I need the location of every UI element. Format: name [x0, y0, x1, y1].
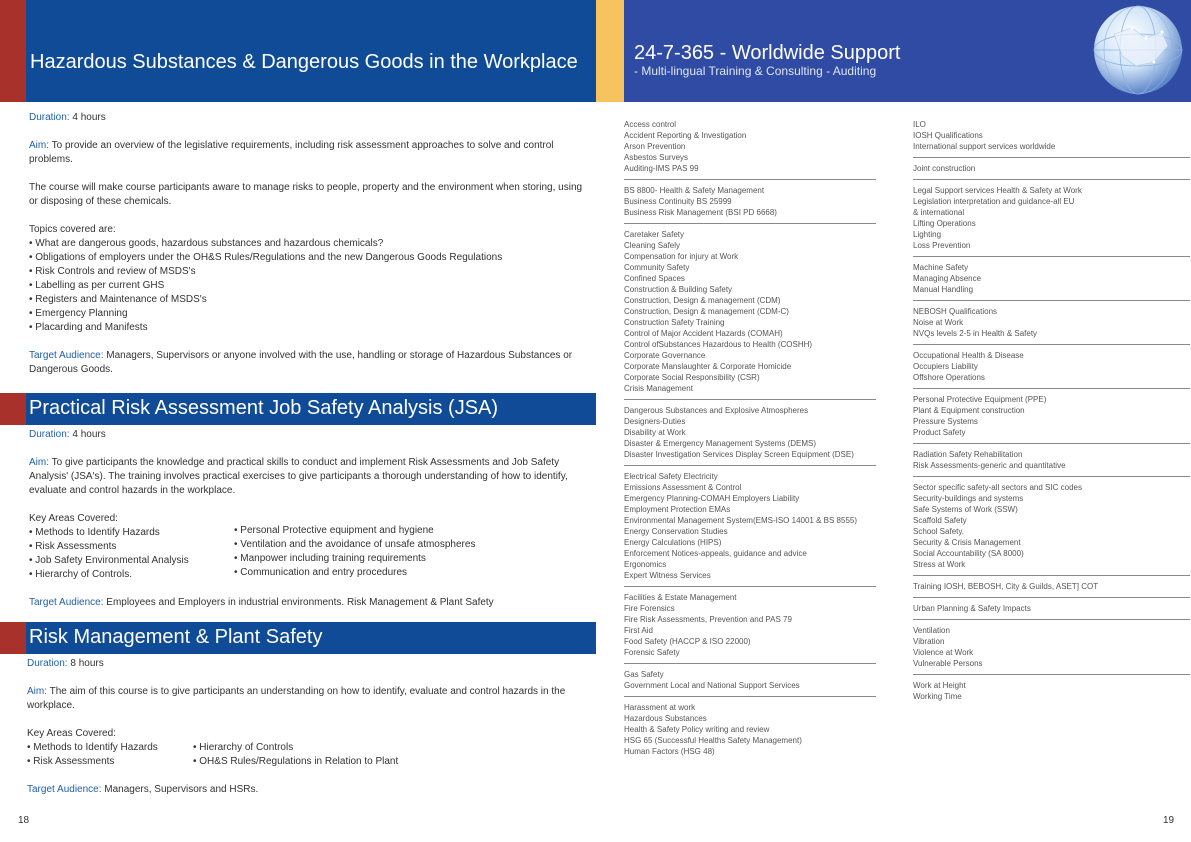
- list-item: Offshore Operations: [913, 373, 985, 382]
- list-item: Enforcement Notices-appeals, guidance and advice: [624, 549, 807, 558]
- list-item: & international: [913, 208, 965, 217]
- section2-title: Practical Risk Assessment Job Safety Analysis (JSA): [29, 397, 499, 419]
- index-group-f: [624, 592, 876, 664]
- list-item: Electrical Safety Electricity: [624, 472, 718, 481]
- section2-duration-label: Duration:: [29, 429, 70, 440]
- index-group-d: [624, 405, 876, 466]
- section1-duration: [29, 111, 589, 125]
- list-item: NEBOSH Qualifications: [913, 307, 998, 316]
- list-item: BS 8800- Health & Safety Management: [624, 186, 765, 195]
- list-item: Business Continuity BS 25999: [624, 197, 732, 206]
- center-yellow-stripe: [596, 0, 624, 102]
- list-item: Compensation for injury at Work: [624, 252, 739, 261]
- index-group-b: [624, 185, 876, 224]
- index-column-2: [913, 119, 1190, 712]
- list-item: • Methods to Identify Hazards: [29, 527, 160, 538]
- section3-duration: [27, 657, 587, 671]
- list-item: Work at Height: [913, 681, 966, 690]
- section3-title: Risk Management & Plant Safety: [29, 626, 323, 648]
- list-item: Food Safety (HACCP & ISO 22000): [624, 637, 751, 646]
- section1-target: [29, 349, 589, 377]
- list-item: Community Safety: [624, 263, 690, 272]
- list-item: Construction, Design & management (CDM): [624, 296, 781, 305]
- list-item: First Aid: [624, 626, 653, 635]
- left-header-red-tab: [0, 0, 26, 102]
- section1-topics-list: [29, 237, 502, 335]
- list-item: • Hierarchy of Controls: [193, 742, 294, 753]
- list-item: Energy Calculations (HIPS): [624, 538, 722, 547]
- index-group-r: [913, 449, 1190, 477]
- left-page-number: 18: [18, 815, 30, 826]
- section1-title: Hazardous Substances & Dangerous Goods in the Workplace: [30, 51, 578, 73]
- list-item: HSG 65 (Successful Healths Safety Management): [624, 736, 802, 745]
- list-item: Security & Crisis Management: [913, 538, 1021, 547]
- section3-aim-text: The aim of this course is to give participants an understanding on how to identify, evaluate and control hazards in the workplace.: [27, 686, 566, 711]
- list-item: Corporate Social Responsibility (CSR): [624, 373, 760, 382]
- section1-duration-value: 4 hours: [69, 112, 106, 123]
- section3-duration-label: Duration:: [27, 658, 68, 669]
- list-item: Risk Assessments-generic and quantitative: [913, 461, 1066, 470]
- index-group-t: [913, 581, 1190, 598]
- section3-red-tab: [0, 622, 26, 654]
- right-page-number: 19: [1163, 815, 1175, 826]
- list-item: Managing Absence: [913, 274, 982, 283]
- list-item: Vibration: [913, 637, 945, 646]
- list-item: • Methods to Identify Hazards: [27, 742, 158, 753]
- list-item: • Labelling as per current GHS: [29, 280, 165, 291]
- index-group-w: [913, 680, 1190, 707]
- list-item: • Manpower including training requirements: [234, 553, 426, 564]
- index-column-1: [624, 119, 876, 767]
- list-item: Sector specific safety-all sectors and SIC codes: [913, 483, 1082, 492]
- list-item: • What are dangerous goods, hazardous substances and hazardous chemicals?: [29, 238, 384, 249]
- list-item: IOSH Qualifications: [913, 131, 983, 140]
- list-item: Hazardous Substances: [624, 714, 707, 723]
- list-item: Health & Safety Policy writing and review: [624, 725, 770, 734]
- section3-target: [27, 783, 587, 797]
- list-item: Plant & Equipment construction: [913, 406, 1025, 415]
- list-item: • Placarding and Manifests: [29, 322, 148, 333]
- list-item: Joint construction: [913, 164, 976, 173]
- list-item: Employment Protection EMAs: [624, 505, 731, 514]
- section2-key-label: Key Areas Covered:: [29, 513, 118, 524]
- list-item: Emissions Assessment & Control: [624, 483, 742, 492]
- list-item: NVQs levels 2-5 in Health & Safety: [913, 329, 1038, 338]
- list-item: Forensic Safety: [624, 648, 680, 657]
- list-item: Fire Forensics: [624, 604, 675, 613]
- list-item: Human Factors (HSG 48): [624, 747, 715, 756]
- section1-paragraph: The course will make course participants aware to manage risks to people, property and the environment when storing, using or disposing of these chemicals.: [29, 182, 583, 207]
- list-item: Training IOSH, BEBOSH, City & Guilds, ASET] COT: [913, 582, 1099, 591]
- list-item: Disaster Investigation Services Display Screen Equipment (DSE): [624, 450, 854, 459]
- section1-aim: [29, 139, 589, 167]
- section2-aim-text: To give participants the knowledge and practical skills to conduct and implement Risk Assessments and Job Safety Analysis' (JSA's). The training involves practical exercises to give participants a thorough understanding of how to identify, evaluate and control hazards in the workplace.: [29, 457, 568, 496]
- list-item: Harassment at work: [624, 703, 696, 712]
- list-item: Personal Protective Equipment (PPE): [913, 395, 1047, 404]
- section2-target-label: Target Audience:: [29, 597, 104, 608]
- section1-target-text: Managers, Supervisors or anyone involved with the use, handling or storage of Hazardous Substances or Dangerous Goods.: [29, 350, 573, 375]
- section2-aim: [29, 456, 577, 498]
- list-item: Ventilation: [913, 626, 950, 635]
- list-item: Lifting Operations: [913, 219, 976, 228]
- section1-aim-text: To provide an overview of the legislative requirements, including risk assessment approaches to solve and control problems.: [29, 140, 554, 165]
- list-item: Expert Witness Services: [624, 571, 711, 580]
- index-group-m: [913, 262, 1190, 301]
- list-item: Control of Major Accident Hazards (COMAH): [624, 329, 783, 338]
- section3-target-text: Managers, Supervisors and HSRs.: [101, 784, 259, 795]
- list-item: • Risk Controls and review of MSDS's: [29, 266, 196, 277]
- list-item: Dangerous Substances and Explosive Atmospheres: [624, 406, 809, 415]
- section1-target-label: Target Audience:: [29, 350, 104, 361]
- right-header-subtitle: - Multi-lingual Training & Consulting - Auditing: [634, 64, 877, 78]
- list-item: Manual Handling: [913, 285, 974, 294]
- index-group-a: [624, 119, 876, 180]
- section2-key-list-col2: [234, 524, 475, 580]
- index-group-h: [624, 702, 876, 762]
- section1-aim-label: Aim:: [29, 140, 49, 151]
- section1-topics-label: Topics covered are:: [29, 224, 116, 235]
- index-group-s: [913, 482, 1190, 576]
- index-group-l: [913, 185, 1190, 257]
- list-item: Accident Reporting & Investigation: [624, 131, 747, 140]
- section2-target: [29, 596, 589, 610]
- list-item: Environmental Management System(EMS-ISO 14001 & BS 8555): [624, 516, 857, 525]
- index-group-i: [913, 119, 1190, 158]
- list-item: Vulnerable Persons: [913, 659, 983, 668]
- list-item: School Safety.: [913, 527, 964, 536]
- list-item: Access control: [624, 120, 677, 129]
- list-item: Auditing-IMS PAS 99: [624, 164, 699, 173]
- list-item: Arson Prevention: [624, 142, 686, 151]
- list-item: Ergonomics: [624, 560, 667, 569]
- list-item: Caretaker Safety: [624, 230, 685, 239]
- globe-icon: [1084, 4, 1188, 100]
- list-item: Corporate Governance: [624, 351, 706, 360]
- list-item: International support services worldwide: [913, 142, 1056, 151]
- list-item: Control ofSubstances Hazardous to Health (COSHH): [624, 340, 813, 349]
- index-group-g: [624, 669, 876, 697]
- list-item: Occupational Health & Disease: [913, 351, 1024, 360]
- list-item: Noise at Work: [913, 318, 964, 327]
- list-item: Construction & Building Safety: [624, 285, 733, 294]
- list-item: Corporate Manslaughter & Corporate Homicide: [624, 362, 792, 371]
- list-item: • Communication and entry procedures: [234, 567, 408, 578]
- section3-duration-value: 8 hours: [67, 658, 104, 669]
- list-item: Fire Risk Assessments, Prevention and PAS 79: [624, 615, 792, 624]
- list-item: Machine Safety: [913, 263, 969, 272]
- section3-key-label: Key Areas Covered:: [27, 728, 116, 739]
- index-group-e: [624, 471, 876, 587]
- list-item: • Personal Protective equipment and hygiene: [234, 525, 434, 536]
- index-group-p: [913, 394, 1190, 444]
- section3-aim-label: Aim:: [27, 686, 47, 697]
- list-item: Violence at Work: [913, 648, 974, 657]
- list-item: Product Safety: [913, 428, 966, 437]
- index-group-o: [913, 350, 1190, 389]
- section3-target-label: Target Audience:: [27, 784, 102, 795]
- list-item: Crisis Management: [624, 384, 693, 393]
- section1-duration-label: Duration:: [29, 112, 70, 123]
- section2-duration-value: 4 hours: [69, 429, 106, 440]
- list-item: Legal Support services Health & Safety at Work: [913, 186, 1082, 195]
- list-item: • Job Safety Environmental Analysis: [29, 555, 189, 566]
- list-item: Disability at Work: [624, 428, 686, 437]
- list-item: Pressure Systems: [913, 417, 978, 426]
- list-item: • Emergency Planning: [29, 308, 128, 319]
- list-item: Lighting: [913, 230, 942, 239]
- list-item: Construction Safety Training: [624, 318, 725, 327]
- list-item: Social Accountability (SA 8000): [913, 549, 1024, 558]
- index-group-v: [913, 625, 1190, 675]
- list-item: Urban Planning & Safety Impacts: [913, 604, 1031, 613]
- list-item: ILO: [913, 120, 926, 129]
- list-item: Confined Spaces: [624, 274, 685, 283]
- list-item: Business Risk Management (BSI PD 6668): [624, 208, 777, 217]
- list-item: Facilities & Estate Management: [624, 593, 737, 602]
- list-item: Asbestos Surveys: [624, 153, 689, 162]
- index-group-n: [913, 306, 1190, 345]
- list-item: Scaffold Safety: [913, 516, 967, 525]
- section2-duration: [29, 428, 589, 442]
- list-item: Designers-Duties: [624, 417, 686, 426]
- section2-red-tab: [0, 393, 26, 425]
- list-item: Radiation Safety Rehabilitation: [913, 450, 1023, 459]
- section3-aim: [27, 685, 575, 713]
- list-item: • Obligations of employers under the OH&S Rules/Regulations and the new Dangerous Goods Regulations: [29, 252, 503, 263]
- section2-key-list-col1: [29, 526, 189, 582]
- section3-key-list-col1: [27, 741, 158, 769]
- section3-key-list-col2: [193, 741, 398, 769]
- list-item: Occupiers Liability: [913, 362, 978, 371]
- list-item: Working Time: [913, 692, 962, 701]
- index-group-j: [913, 163, 1190, 180]
- list-item: Loss Prevention: [913, 241, 971, 250]
- list-item: Security-buildings and systems: [913, 494, 1024, 503]
- list-item: • Risk Assessments: [29, 541, 117, 552]
- list-item: Safe Systems of Work (SSW): [913, 505, 1018, 514]
- list-item: Gas Safety: [624, 670, 664, 679]
- list-item: • Hierarchy of Controls.: [29, 569, 132, 580]
- index-group-u: [913, 603, 1190, 620]
- list-item: Emergency Planning-COMAH Employers Liability: [624, 494, 800, 503]
- list-item: • Ventilation and the avoidance of unsafe atmospheres: [234, 539, 476, 550]
- right-header-title: 24-7-365 - Worldwide Support: [634, 42, 901, 64]
- section2-target-text: Employees and Employers in industrial environments. Risk Management & Plant Safety: [103, 597, 494, 608]
- section2-aim-label: Aim:: [29, 457, 49, 468]
- list-item: Legislation interpretation and guidance-all EU: [913, 197, 1075, 206]
- list-item: Stress at Work: [913, 560, 966, 569]
- list-item: Construction, Design & management (CDM-C): [624, 307, 789, 316]
- list-item: Cleaning Safely: [624, 241, 681, 250]
- list-item: • Risk Assessments: [27, 756, 115, 767]
- list-item: Energy Conservation Studies: [624, 527, 728, 536]
- index-group-c: [624, 229, 876, 400]
- list-item: Disaster & Emergency Management Systems (DEMS): [624, 439, 817, 448]
- list-item: • OH&S Rules/Regulations in Relation to Plant: [193, 756, 399, 767]
- list-item: • Registers and Maintenance of MSDS's: [29, 294, 207, 305]
- list-item: Government Local and National Support Services: [624, 681, 800, 690]
